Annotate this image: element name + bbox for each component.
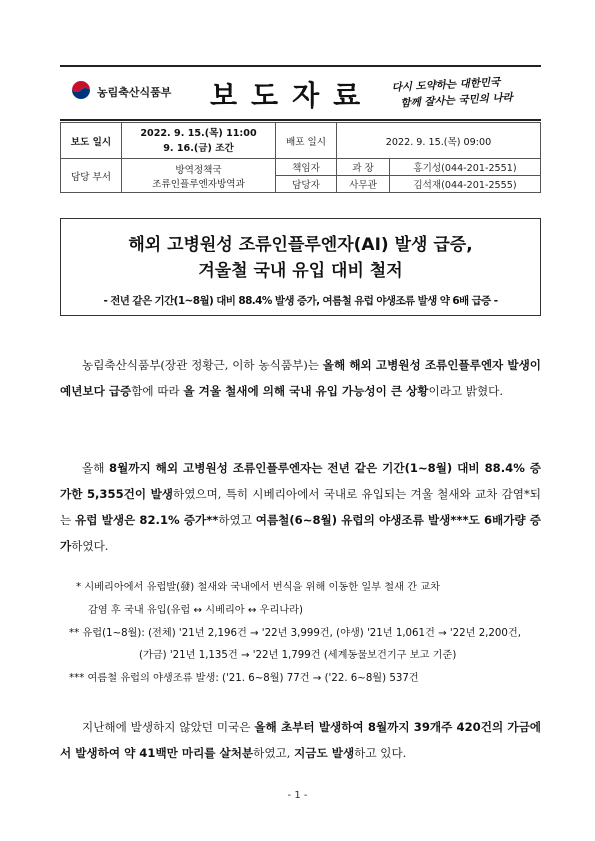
footnote-1-line-1: * 시베리아에서 유럽발(發) 철새와 국내에서 번식을 위해 이동한 일부 철새 간 교차 — [76, 582, 440, 593]
p1-emphasis-1: 올해 해외 고병원성 조류인플루엔자 발생이 예년보다 급증 — [60, 358, 541, 398]
paragraph-1 — [60, 352, 541, 404]
release-date-line-2: 9. 16.(금) 조간 — [163, 142, 234, 154]
p2-text-e: 하였고 — [218, 513, 256, 527]
department-line-2: 조류인플루엔자방역과 — [152, 178, 245, 190]
distribution-date-value: 2022. 9. 15.(목) 09:00 — [337, 123, 541, 159]
footnote-2-line-2: (가금) '21년 1,135건 → '22년 1,799건 (세계동물보건기구 보고 기준) — [139, 650, 457, 661]
footnote-1-line-2: 감염 후 국내 유입(유럽 ↔ 시베리아 ↔ 우리나라) — [88, 605, 303, 616]
paragraph-2 — [60, 455, 541, 559]
release-info-table — [60, 122, 541, 193]
responsible-name: 홍기성(044-201-2551) — [390, 159, 541, 176]
p4-text-e: 하고 있다. — [354, 746, 407, 760]
headline-line-2: 겨울철 국내 유입 대비 철저 — [198, 261, 403, 281]
p2-emphasis-2: 유럽 발생은 82.1% 증가** — [75, 513, 219, 527]
footnote-2-line-1: ** 유럽(1~8월): (전체) '21년 2,196건 → '22년 3,999건, (야생) '21년 1,061건 → '22년 2,200건, — [69, 628, 521, 639]
p1-text-e: 이라고 밝혔다. — [428, 384, 504, 398]
contact-label: 담당자 — [276, 176, 337, 193]
release-date-value — [122, 123, 276, 159]
p2-emphasis-1: 8월까지 해외 고병원성 조류인플루엔자는 전년 같은 기간(1~8월) 대비 88.4% 증가한 5,355건이 발생 — [60, 461, 541, 501]
release-date-line-1: 2022. 9. 15.(목) 11:00 — [140, 127, 257, 139]
press-release-title: 보도자료 — [210, 79, 375, 112]
p2-emphasis-3: 여름철(6~8월) 유럽의 야생조류 발생***도 6배가량 증가 — [60, 513, 541, 553]
p2-text-g: 하였다. — [71, 539, 109, 553]
distribution-date-label: 배포 일시 — [276, 123, 337, 159]
headline-subtitle: - 전년 같은 기간(1~8월) 대비 88.4% 발생 증가, 여름철 유럽 야생조류 발생 약 6배 급증 - — [103, 295, 498, 307]
slogan-line-2: 함께 잘사는 국민의 나라 — [400, 91, 514, 110]
slogan-line-1: 다시 도약하는 대한민국 — [391, 76, 501, 94]
paragraph-3 — [60, 714, 541, 766]
p2-text-a: 올해 — [82, 461, 110, 475]
page-number: - 1 - — [287, 790, 308, 801]
p4-text-a: 지난해에 발생하지 않았던 미국은 — [82, 720, 255, 734]
government-slogan — [391, 72, 542, 112]
headline-line-1: 해외 고병원성 조류인플루엔자(AI) 발생 급증, — [128, 235, 473, 255]
header-bottom-rule — [60, 119, 541, 121]
p4-emphasis-2: 지금도 발생 — [294, 746, 355, 760]
release-date-label: 보도 일시 — [61, 123, 122, 159]
department-value — [122, 159, 276, 193]
p2-text-c: 하였으며, 특히 시베리아에서 국내로 유입되는 겨울 철새와 교차 감염*되는 — [60, 487, 541, 527]
header-top-rule — [60, 65, 541, 67]
contact-name: 김석재(044-201-2555) — [390, 176, 541, 193]
p1-emphasis-2: 올 겨울 철새에 의해 국내 유입 가능성이 큰 상황 — [183, 384, 429, 398]
government-emblem-icon — [70, 80, 92, 102]
contact-role: 사무관 — [337, 176, 390, 193]
department-line-1: 방역정책국 — [175, 164, 222, 176]
responsible-role: 과 장 — [337, 159, 390, 176]
ministry-name: 농림축산식품부 — [97, 86, 172, 99]
responsible-label: 책임자 — [276, 159, 337, 176]
p4-text-c: 하였고, — [253, 746, 295, 760]
footnote-3: *** 여름철 유럽의 야생조류 발생: ('21. 6~8월) 77건 → ('22. 6~8월) 537건 — [69, 673, 419, 684]
p1-text-a: 농림축산식품부(장관 정황근, 이하 농식품부)는 — [82, 358, 323, 372]
p4-emphasis-1: 올해 초부터 발생하여 8월까지 39개주 420건의 가금에서 발생하여 약 41백만 마리를 살처분 — [60, 720, 541, 760]
department-label: 담당 부서 — [61, 159, 122, 193]
p1-text-c: 함에 따라 — [131, 384, 184, 398]
